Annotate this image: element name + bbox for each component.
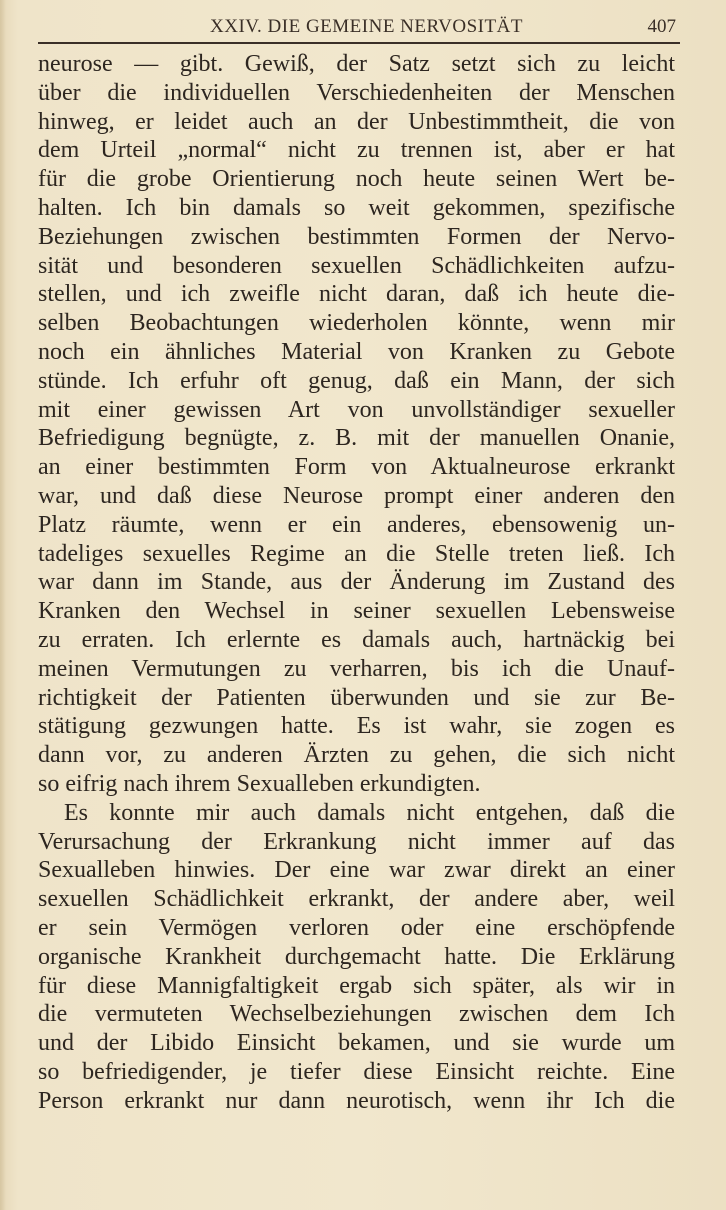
text-line: dann vor, zu anderen Ärzten zu gehen, die sich nicht <box>38 742 675 769</box>
text-line: hinweg, er leidet auch an der Unbestimmtheit, die von <box>38 108 675 135</box>
text-line: Verursachung der Erkrankung nicht immer auf das <box>38 828 675 855</box>
text-line: war, und daß diese Neurose prompt einer anderen den <box>38 482 675 509</box>
text-line: halten. Ich bin damals so weit gekommen, spezifische <box>38 194 675 221</box>
text-line: dem Urteil „normal“ nicht zu trennen ist, aber er hat <box>38 137 675 164</box>
text-line: an einer bestimmten Form von Aktualneurose erkrankt <box>38 454 675 481</box>
page-number: 407 <box>647 16 676 37</box>
body-text <box>38 50 675 1115</box>
paragraph-end-line: so eifrig nach ihrem Sexualleben erkundigten. <box>38 770 481 797</box>
text-line: stätigung gezwungen hatte. Es ist wahr, sie zogen es <box>38 713 675 740</box>
text-line: Beziehungen zwischen bestimmten Formen der Nervo- <box>38 223 675 250</box>
text-line: noch ein ähnliches Material von Kranken zu Gebote <box>38 338 675 365</box>
text-line: selben Beobachtungen wiederholen könnte, wenn mir <box>38 310 675 337</box>
text-line: sexuellen Schädlichkeit erkrankt, der andere aber, weil <box>38 886 675 913</box>
text-line: meinen Vermutungen zu verharren, bis ich die Unauf- <box>38 655 675 682</box>
text-line: war dann im Stande, aus der Änderung im Zustand des <box>38 569 675 596</box>
text-line: die vermuteten Wechselbeziehungen zwischen dem Ich <box>38 1001 675 1028</box>
text-line: für diese Mannigfaltigkeit ergab sich später, als wir in <box>38 972 675 999</box>
running-head <box>38 14 680 44</box>
text-line: so befriedigender, je tiefer diese Einsicht reichte. Eine <box>38 1058 675 1085</box>
text-line: Befriedigung begnügte, z. B. mit der manuellen Onanie, <box>38 425 675 452</box>
text-line: sität und besonderen sexuellen Schädlichkeiten aufzu- <box>38 252 675 279</box>
text-line: Person erkrankt nur dann neurotisch, wenn ihr Ich die <box>38 1087 675 1114</box>
text-line: für die grobe Orientierung noch heute seinen Wert be- <box>38 166 675 193</box>
text-line: tadeliges sexuelles Regime an die Stelle treten ließ. Ich <box>38 540 675 567</box>
text-line: Platz räumte, wenn er ein anderes, ebensowenig un- <box>38 511 675 538</box>
text-line: neurose — gibt. Gewiß, der Satz setzt sich zu leicht <box>38 51 675 77</box>
chapter-title: XXIV. DIE GEMEINE NERVOSITÄT <box>210 16 523 37</box>
text-line: und der Libido Einsicht bekamen, und sie wurde um <box>38 1030 675 1057</box>
text-line: mit einer gewissen Art von unvollständiger sexueller <box>38 396 675 423</box>
page-gutter-shadow <box>0 0 6 1210</box>
text-line: stünde. Ich erfuhr oft genug, daß ein Mann, der sich <box>38 367 675 394</box>
text-line: stellen, und ich zweifle nicht daran, daß ich heute die- <box>38 281 675 308</box>
text-line: Sexualleben hinwies. Der eine war zwar direkt an einer <box>38 857 675 884</box>
text-line: er sein Vermögen verloren oder eine erschöpfende <box>38 914 675 941</box>
text-line: Kranken den Wechsel in seiner sexuellen Lebensweise <box>38 598 675 625</box>
text-line: über die individuellen Verschiedenheiten der Menschen <box>38 79 675 106</box>
text-line: richtigkeit der Patienten überwunden und sie zur Be- <box>38 684 675 711</box>
text-line: zu erraten. Ich erlernte es damals auch, hartnäckig bei <box>38 626 675 653</box>
paragraph-start-line: Es konnte mir auch damals nicht entgehen, daß die <box>64 799 675 826</box>
text-line: organische Krankheit durchgemacht hatte. Die Erklärung <box>38 943 675 970</box>
